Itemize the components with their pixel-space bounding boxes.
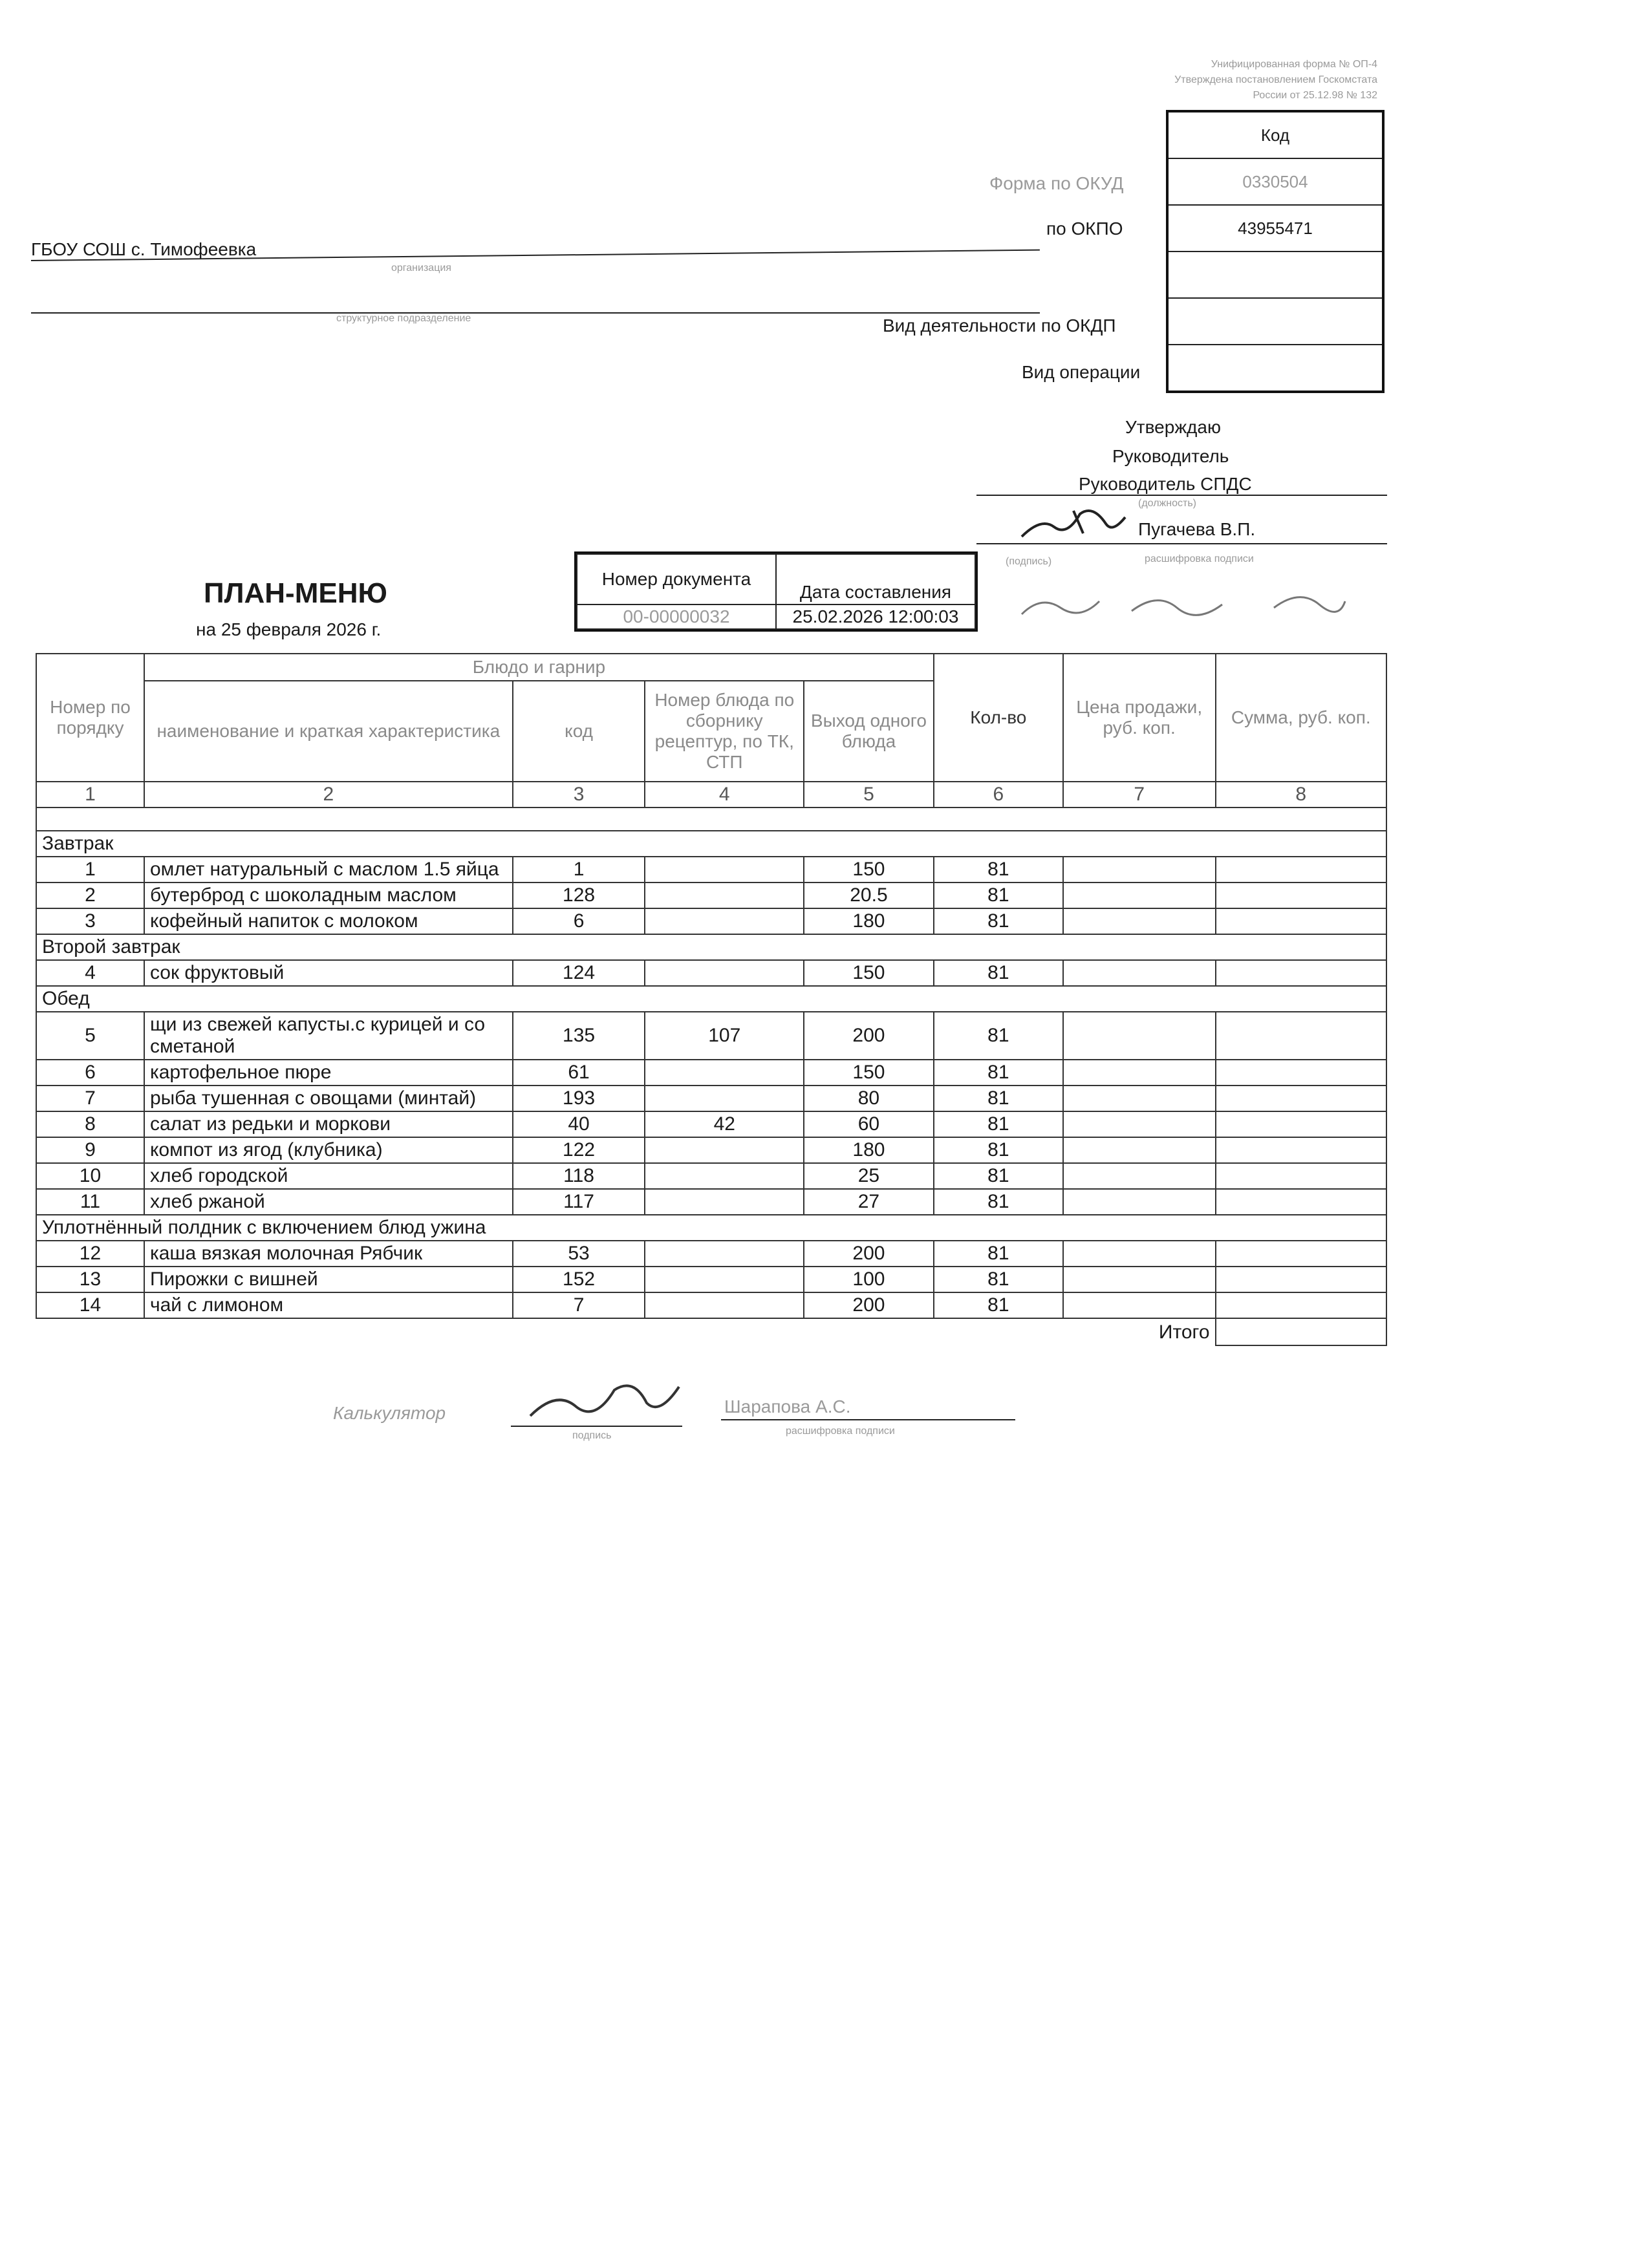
okud-value: 0330504: [1169, 158, 1382, 204]
dish-name-cell: щи из свежей капусты.с курицей и со сметаной: [144, 1012, 513, 1060]
price-cell: [1063, 1060, 1216, 1086]
order-cell: 9: [36, 1137, 144, 1163]
sum-cell: [1216, 857, 1386, 883]
organization-name: ГБОУ СОШ с. Тимофеевка: [31, 239, 257, 259]
sum-cell: [1216, 1292, 1386, 1318]
yield-cell: 20.5: [804, 883, 934, 908]
number-header: Номер документа: [577, 554, 776, 604]
recipe-cell: [645, 1086, 804, 1111]
column-number: 5: [804, 782, 934, 808]
qty-cell: 81: [934, 1137, 1063, 1163]
yield-cell: 150: [804, 1060, 934, 1086]
name-header: наименование и краткая характеристика: [144, 681, 513, 782]
column-numbers-row: [36, 782, 1386, 808]
menu-row: [36, 1292, 1386, 1318]
operation-value: [1169, 344, 1382, 390]
document-title: ПЛАН-МЕНЮ: [204, 577, 387, 609]
sum-header: Сумма, руб. коп.: [1216, 654, 1386, 782]
sum-cell: [1216, 883, 1386, 908]
yield-cell: 27: [804, 1189, 934, 1215]
column-number: 3: [513, 782, 645, 808]
recipe-cell: [645, 883, 804, 908]
order-cell: 8: [36, 1111, 144, 1137]
yield-cell: 150: [804, 960, 934, 986]
section-title: Завтрак: [36, 831, 1386, 857]
qty-cell: 81: [934, 1163, 1063, 1189]
menu-row: [36, 883, 1386, 908]
recipe-cell: [645, 1137, 804, 1163]
number-value: 00-00000032: [577, 604, 776, 629]
price-cell: [1063, 1189, 1216, 1215]
price-cell: [1063, 1267, 1216, 1292]
code-box: [1166, 110, 1385, 393]
order-cell: 3: [36, 908, 144, 934]
menu-row: [36, 1163, 1386, 1189]
recipe-cell: [645, 1163, 804, 1189]
code-col-header: код: [513, 681, 645, 782]
sum-cell: [1216, 1060, 1386, 1086]
organization-caption: организация: [391, 262, 451, 273]
column-number: 7: [1063, 782, 1216, 808]
total-row: [36, 1318, 1386, 1345]
order-cell: 11: [36, 1189, 144, 1215]
qty-cell: 81: [934, 1241, 1063, 1267]
order-cell: 4: [36, 960, 144, 986]
yield-header: Выход одного блюда: [804, 681, 934, 782]
footer-name: Шарапова А.С.: [724, 1396, 851, 1417]
recipe-cell: [645, 1189, 804, 1215]
recipe-cell: [645, 1241, 804, 1267]
order-cell: 6: [36, 1060, 144, 1086]
code-cell: 193: [513, 1086, 645, 1111]
code-cell: 152: [513, 1267, 645, 1292]
column-number: 4: [645, 782, 804, 808]
price-cell: [1063, 908, 1216, 934]
recipe-cell: [645, 1292, 804, 1318]
division-line: [31, 312, 1040, 314]
order-cell: 14: [36, 1292, 144, 1318]
section-title: Второй завтрак: [36, 934, 1386, 960]
recipe-cell: [645, 960, 804, 986]
recipe-cell: [645, 1060, 804, 1086]
order-cell: 7: [36, 1086, 144, 1111]
qty-cell: 81: [934, 1189, 1063, 1215]
column-number: 6: [934, 782, 1063, 808]
column-number: 8: [1216, 782, 1386, 808]
dish-name-cell: хлеб ржаной: [144, 1189, 513, 1215]
code-cell: 6: [513, 908, 645, 934]
menu-row: [36, 1111, 1386, 1137]
code-cell: 117: [513, 1189, 645, 1215]
okdp-value: [1169, 297, 1382, 344]
code-cell: 128: [513, 883, 645, 908]
section-row: [36, 1215, 1386, 1241]
recipe-header: Номер блюда по сборнику рецептур, по ТК, СТП: [645, 681, 804, 782]
signature-caption: (подпись): [1006, 556, 1052, 567]
qty-cell: 81: [934, 1292, 1063, 1318]
okdp-label: Вид деятельности по ОКДП: [883, 316, 1116, 336]
column-number: 1: [36, 782, 144, 808]
footer-signature-line: [511, 1426, 682, 1427]
date-header: Дата составления: [776, 554, 975, 604]
footer-signature-caption: подпись: [572, 1430, 612, 1441]
spacer-cell: [36, 808, 1386, 831]
code-cell: 53: [513, 1241, 645, 1267]
price-cell: [1063, 883, 1216, 908]
order-cell: 12: [36, 1241, 144, 1267]
yield-cell: 200: [804, 1241, 934, 1267]
dish-name-cell: салат из редьки и моркови: [144, 1111, 513, 1137]
decoding-caption: расшифровка подписи: [1145, 553, 1254, 564]
dish-name-cell: кофейный напиток с молоком: [144, 908, 513, 934]
document-date-line: на 25 февраля 2026 г.: [196, 619, 382, 639]
dish-name-cell: Пирожки с вишней: [144, 1267, 513, 1292]
group-header: Блюдо и гарнир: [144, 654, 934, 681]
dish-name-cell: чай с лимоном: [144, 1292, 513, 1318]
qty-cell: 81: [934, 908, 1063, 934]
dish-name-cell: сок фруктовый: [144, 960, 513, 986]
qty-cell: 81: [934, 1111, 1063, 1137]
menu-row: [36, 908, 1386, 934]
okpo-label: по ОКПО: [1046, 219, 1123, 239]
spacer-row: [36, 808, 1386, 831]
menu-row: [36, 1012, 1386, 1060]
price-cell: [1063, 1163, 1216, 1189]
qty-header: Кол-во: [934, 654, 1063, 782]
recipe-cell: 107: [645, 1012, 804, 1060]
dish-name-cell: хлеб городской: [144, 1163, 513, 1189]
yield-cell: 100: [804, 1267, 934, 1292]
price-cell: [1063, 1292, 1216, 1318]
dish-name-cell: картофельное пюре: [144, 1060, 513, 1086]
qty-cell: 81: [934, 1060, 1063, 1086]
recipe-cell: [645, 857, 804, 883]
menu-row: [36, 1086, 1386, 1111]
form-note-line3: России от 25.12.98 № 132: [1253, 90, 1377, 101]
dish-name-cell: каша вязкая молочная Рябчик: [144, 1241, 513, 1267]
qty-cell: 81: [934, 883, 1063, 908]
sum-cell: [1216, 1086, 1386, 1111]
sum-cell: [1216, 1012, 1386, 1060]
sum-cell: [1216, 1111, 1386, 1137]
dish-name-cell: рыба тушенная с овощами (минтай): [144, 1086, 513, 1111]
footer-decoding-caption: расшифровка подписи: [786, 1426, 895, 1437]
position-line: [976, 495, 1387, 496]
qty-cell: 81: [934, 857, 1063, 883]
code-cell: 118: [513, 1163, 645, 1189]
yield-cell: 200: [804, 1012, 934, 1060]
date-value: 25.02.2026 12:00:03: [776, 604, 975, 629]
price-cell: [1063, 960, 1216, 986]
order-cell: 1: [36, 857, 144, 883]
price-cell: [1063, 1137, 1216, 1163]
code-cell: 1: [513, 857, 645, 883]
sum-cell: [1216, 908, 1386, 934]
approval-scribbles: [1015, 582, 1352, 627]
qty-cell: 81: [934, 1012, 1063, 1060]
code-cell: 7: [513, 1292, 645, 1318]
sum-cell: [1216, 1241, 1386, 1267]
order-cell: 13: [36, 1267, 144, 1292]
sum-cell: [1216, 1163, 1386, 1189]
menu-table: [36, 653, 1387, 1346]
menu-row: [36, 1267, 1386, 1292]
yield-cell: 180: [804, 1137, 934, 1163]
order-header: Номер по порядку: [36, 654, 144, 782]
qty-cell: 81: [934, 960, 1063, 986]
order-cell: 2: [36, 883, 144, 908]
head-label: Руководитель: [1112, 446, 1229, 466]
section-title: Обед: [36, 986, 1386, 1012]
sum-cell: [1216, 1189, 1386, 1215]
yield-cell: 80: [804, 1086, 934, 1111]
yield-cell: 150: [804, 857, 934, 883]
price-cell: [1063, 857, 1216, 883]
code-cell: 124: [513, 960, 645, 986]
dish-name-cell: компот из ягод (клубника): [144, 1137, 513, 1163]
price-cell: [1063, 1086, 1216, 1111]
yield-cell: 180: [804, 908, 934, 934]
menu-row: [36, 960, 1386, 986]
total-value: [1216, 1318, 1386, 1345]
price-cell: [1063, 1241, 1216, 1267]
code-cell: 122: [513, 1137, 645, 1163]
division-caption: структурное подразделение: [336, 313, 471, 324]
dish-name-cell: омлет натуральный с маслом 1.5 яйца: [144, 857, 513, 883]
order-cell: 10: [36, 1163, 144, 1189]
code-cell: 61: [513, 1060, 645, 1086]
column-number: 2: [144, 782, 513, 808]
price-cell: [1063, 1012, 1216, 1060]
footer-role: Калькулятор: [333, 1403, 446, 1423]
menu-body: [36, 782, 1386, 1318]
section-row: [36, 934, 1386, 960]
dish-name-cell: бутерброд с шоколадным маслом: [144, 883, 513, 908]
yield-cell: 60: [804, 1111, 934, 1137]
menu-row: [36, 1137, 1386, 1163]
code-header: Код: [1260, 125, 1290, 145]
approve-label: Утверждаю: [1125, 417, 1221, 437]
approver-signature: [1015, 498, 1132, 550]
recipe-cell: [645, 1267, 804, 1292]
menu-row: [36, 1241, 1386, 1267]
code-cell: 40: [513, 1111, 645, 1137]
qty-cell: 81: [934, 1267, 1063, 1292]
order-cell: 5: [36, 1012, 144, 1060]
total-label: Итого: [1158, 1321, 1210, 1343]
sum-cell: [1216, 1267, 1386, 1292]
sum-cell: [1216, 960, 1386, 986]
menu-row: [36, 1060, 1386, 1086]
section-row: [36, 831, 1386, 857]
okpo-value: 43955471: [1169, 204, 1382, 251]
document-number-box: [574, 551, 978, 632]
code-cell: 135: [513, 1012, 645, 1060]
footer-name-line: [721, 1419, 1015, 1420]
yield-cell: 200: [804, 1292, 934, 1318]
price-header: Цена продажи, руб. коп.: [1063, 654, 1216, 782]
menu-row: [36, 1189, 1386, 1215]
qty-cell: 81: [934, 1086, 1063, 1111]
recipe-cell: 42: [645, 1111, 804, 1137]
approver-name: Пугачева В.П.: [1138, 519, 1256, 539]
form-note-line2: Утверждена постановлением Госкомстата: [1174, 74, 1377, 85]
empty-code-cell: [1169, 251, 1382, 297]
operation-label: Вид операции: [1022, 362, 1141, 382]
yield-cell: 25: [804, 1163, 934, 1189]
position-label: Руководитель СПДС: [1079, 474, 1252, 494]
recipe-cell: [645, 908, 804, 934]
menu-row: [36, 857, 1386, 883]
okud-label: Форма по ОКУД: [989, 173, 1124, 193]
section-row: [36, 986, 1386, 1012]
section-title: Уплотнённый полдник с включением блюд ужина: [36, 1215, 1386, 1241]
form-note-line1: Унифицированная форма № ОП-4: [1211, 59, 1377, 70]
price-cell: [1063, 1111, 1216, 1137]
calculator-signature: [517, 1371, 685, 1429]
position-caption: (должность): [1138, 498, 1196, 509]
sum-cell: [1216, 1137, 1386, 1163]
